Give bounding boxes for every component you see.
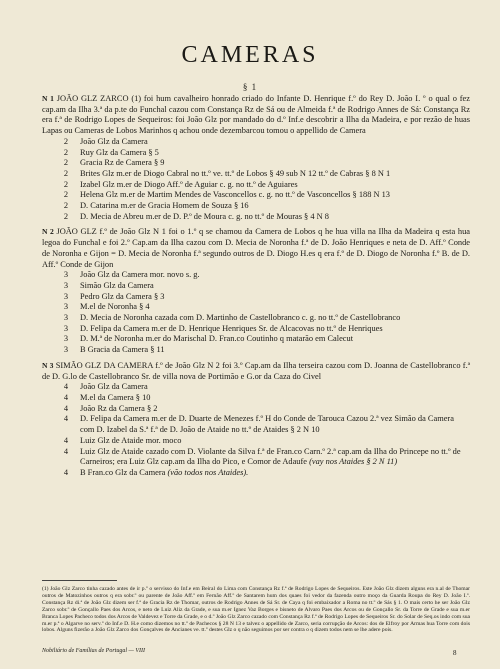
descendant-name: B Gracia da Camera § 11 [80, 345, 165, 355]
descendant-item [42, 148, 470, 159]
descendant-item [42, 393, 470, 404]
entry-paragraph [42, 94, 470, 137]
entry-paragraph [42, 361, 470, 382]
entry-text: SIMÃO GLZ DA CAMERA f.º de João Glz N 2 foi 3.º Cap.am da Ilha terseira cazou com D. Joanna de Castellobranco f.ª de D. G.lo de Castellobranco Sr. de villa nova de Portimão e G.or da Caza do Civel [42, 360, 471, 381]
descendant-name: Luiz Glz de Ataide mor. moco [80, 435, 182, 445]
descendant-name: Ruy Glz da Camera § 5 [80, 147, 159, 157]
descendant-text [80, 436, 470, 447]
descendant-item [42, 334, 470, 345]
descendant-name: Pedro Glz da Camera § 3 [80, 291, 165, 301]
generation-number: 3 [63, 291, 68, 301]
descendant-text [80, 180, 470, 191]
descendant-name: D. Catarina m.er de Gracia Homem de Souza § 16 [80, 201, 249, 211]
generation-number: 2 [63, 168, 68, 178]
descendant-name: D. Mecia de Abreu m.er de D. P.º de Moura c. g. no tt.º de Mouras § 4 N 8 [80, 211, 329, 221]
descendant-text [80, 447, 470, 468]
page-number: 8 [453, 649, 457, 657]
entry-number: N 2 [42, 227, 54, 237]
descendant-text [80, 313, 470, 324]
descendant-name: João Glz da Camera [80, 136, 148, 146]
descendant-text [80, 302, 470, 313]
descendant-text [80, 292, 470, 303]
generation-number: 3 [63, 345, 68, 355]
descendant-text [80, 201, 470, 212]
generation-number: 4 [63, 435, 68, 445]
descendant-item [42, 468, 470, 479]
descendant-name: D. Felipa da Camera m.er de D. Henrique Henriques Sr. de Alcacovas no tt.º de Henriques [80, 323, 383, 333]
generation-number: 3 [63, 302, 68, 312]
footnote-rule [42, 580, 117, 581]
generation-number: 3 [63, 313, 68, 323]
entry-text: JOÃO GLZ ZARCO (1) foi hum cavalheiro honrado criado do Infante D. Henrique f.º do Rey D. João I. º o qual o fez cap.am da Ilha 3.ª da p.te do Funchal cazou com Constança Rz de Sá ou de Almeida f.ª de Rodrigo Annes de Sá: Constança Rz era f.ª de Rodrigo Lopes de Sequeiros: foi João Glz por mandado do d.º Inf.e descobrir a Ilha da Madeira, e por rezão de huas Lapas ou Cameras de Lobos Marinhos q achou onde dezembarcou tomou o appellido de Camera [42, 94, 470, 136]
descendant-text [80, 158, 470, 169]
descendant-name: M.el da Camera § 10 [80, 392, 151, 402]
descendant-item [42, 382, 470, 393]
generation-number: 4 [63, 382, 68, 392]
generation-number: 4 [63, 403, 68, 413]
descendant-item [42, 313, 470, 324]
descendant-item [42, 270, 470, 281]
descendant-text [80, 212, 470, 223]
descendant-item [42, 281, 470, 292]
descendant-item [42, 180, 470, 191]
generation-number: 4 [63, 446, 68, 456]
descendant-text [80, 324, 470, 335]
generation-number: 4 [63, 467, 68, 477]
descendant-name: Izabel Glz m.er de Diogo Aff.º de Aguiar c. g. no tt.º de Aguiares [80, 179, 298, 189]
descendant-name: D. M.ª de Noronha m.er do Marischal D. Fran.co Coutinho q matarão em Calecut [80, 334, 354, 344]
cross-reference-note: (vay nos Ataides § 2 N 11) [309, 457, 398, 467]
descendant-item [42, 414, 470, 435]
genealogy-body [42, 94, 470, 479]
entry-number: N 3 [42, 360, 54, 370]
generation-number: 4 [63, 414, 68, 424]
descendant-item [42, 137, 470, 148]
descendant-name: João Glz da Camera [80, 382, 148, 392]
descendant-item [42, 212, 470, 223]
generation-number: 3 [63, 280, 68, 290]
descendant-name: Helena Glz m.er de Martim Mendes de Vasconcellos c. g. no tt.º de Vasconcellos § 188 N 13 [80, 190, 390, 200]
descendant-name: D. Mecia de Noronha cazada com D. Martinho de Castellobranco c. g. no tt.º de Castellobranco [80, 313, 401, 323]
descendant-text [80, 169, 470, 180]
descendant-item [42, 302, 470, 313]
descendant-text [80, 334, 470, 345]
generation-number: 3 [63, 270, 68, 280]
section-marker: § 1 [242, 82, 258, 92]
generation-number: 2 [63, 201, 68, 211]
descendant-item [42, 190, 470, 201]
generation-number: 2 [63, 147, 68, 157]
descendant-text [80, 404, 470, 415]
descendant-text [80, 414, 470, 435]
descendant-item [42, 292, 470, 303]
descendant-name: M.el de Noronha § 4 [80, 302, 150, 312]
generation-number: 2 [63, 136, 68, 146]
footnote: (1) João Glz Zarco tinha cazado antes de ir p.º o servisso do Inf.e em Beiral do Lima com Constança Rz f.ª de Rodrigo Lopes de Sequeiros. Este João Glz dizem alguns era n.al de Thomar outros de Matozinhos outros q era sobr.º ou parente de João Aff.º em Fernão Aff.º de Santarem hum dos quaes foi vedor da fazenda outro moço da Guarda Roupa do Rey D. João I.º. Constança Rz di.ª de João Glz dizem ser f.ª de Gracia Rz de Thomar, outros de Rodrigo Annes de Sá Sr. de Caya q foi embaixador a Roma no tt.º de Sás § 1. O mais certo he ser João Glz Zarco sobr.º de Gonçallo Paes dos Arcos, e neto de Luiz Aliz da Grade, e sua m.er Ignez Vaz Borges e bisneto de Alvaro Paes dos Arcos ou de Gonçallo Sr. da Torre de Grade e sua m.er Branca Lopes Pacheco todos dos Arcos de Valdevez e Torre da Grade, e o d.º João Glz Zarco cazado com Constança Rz f.ª de Rodrigo Lopes de Sequeiros Sr. do Solar de Seq.os indo com sua m.er p.ª o Algarve no serv.º do Inf.e D. H.e como dizemos no tt.º de Pachecos § 28 N 13 e talvez o appellido de Zarco, seria corrupção de Arcos: dos de Elfroy por Armas hua Torre com dois lobos. Alguns fizerão a João Glz Zarco dos Gonçalves de Ancianes ve. tt.º destes Glz o q não seguimos por ser contra o q dizem todos nem se lhe adere pois. [42, 586, 470, 634]
descendant-item [42, 436, 470, 447]
descendant-name: Simão Glz da Camera [80, 280, 154, 290]
descendant-name: João Rz da Camera § 2 [80, 403, 158, 413]
generation-number: 2 [63, 179, 68, 189]
descendant-text [80, 270, 470, 281]
descendant-name: Luiz Glz de Ataide cazado com D. Violante da Silva f.ª de Fran.co Carn.º 2.ª cap.am da Ilha do Princepe no tt.º de Carneiros; era Luiz Glz cap.am da Ilha do Pico, e Comor de Adaufe [80, 446, 461, 467]
descendant-name: Gracia Rz de Camera § 9 [80, 158, 165, 168]
descendant-item [42, 324, 470, 335]
descendant-text [80, 137, 470, 148]
descendant-text [80, 382, 470, 393]
descendant-item [42, 345, 470, 356]
descendant-name: Brites Glz m.er de Diogo Cabral no tt.º ve. tt.º de Lobos § 49 sub N 12 tt.º de Cabras § 8 N 1 [80, 168, 391, 178]
entry-number: N 1 [42, 94, 54, 103]
descendant-text [80, 148, 470, 159]
descendant-text [80, 345, 470, 356]
generation-number: 3 [63, 334, 68, 344]
page-title: CAMERAS [181, 42, 319, 68]
descendant-text [80, 281, 470, 292]
descendant-text [80, 190, 470, 201]
descendant-item [42, 169, 470, 180]
cross-reference-note: (vão todos nos Ataides). [167, 467, 249, 477]
generation-number: 2 [63, 211, 68, 221]
descendant-item [42, 447, 470, 468]
generation-number: 2 [63, 190, 68, 200]
generation-number: 4 [63, 392, 68, 402]
descendant-item [42, 201, 470, 212]
descendant-text [80, 468, 470, 479]
generation-number: 3 [63, 323, 68, 333]
entry-text: JOÃO GLZ f.º de João Glz N 1 foi o 1.º q se chamou da Camera de Lobos q he hua villa na Ilha da Madeira q esta hua legoa do Funchal e foi 2.º Cap.am da Ilha cazou com D. Mecia de Noronha f.ª de D. João Henriques e neta de D. Aff.º Conde de Noronha e Gijon = D. Mecia de Noronha f.ª segundo outros de D. Diogo H.es q era f.º de D. Diogo de Noronha f.º B. de D. Aff.º Conde de Gijon [42, 227, 470, 269]
descendant-name: João Glz da Camera mor. novo s. g. [80, 270, 200, 280]
generation-number: 2 [63, 158, 68, 168]
descendant-text [80, 393, 470, 404]
descendant-item [42, 404, 470, 415]
entry-paragraph [42, 227, 470, 270]
descendant-name: D. Felipa da Camera m.er de D. Duarte de Menezes f.º H do Conde de Tarouca Cazou 2.ª vez Simão da Camera com D. Izabel da S.ª f.ª de D. João de Ataide no tt.º de Ataides § 2 N 10 [80, 414, 454, 435]
descendant-name: B Fran.co Glz da Camera [80, 467, 168, 477]
running-footer: Nobiliário de Famílias de Portugal — VIII [42, 648, 145, 654]
descendant-item [42, 158, 470, 169]
